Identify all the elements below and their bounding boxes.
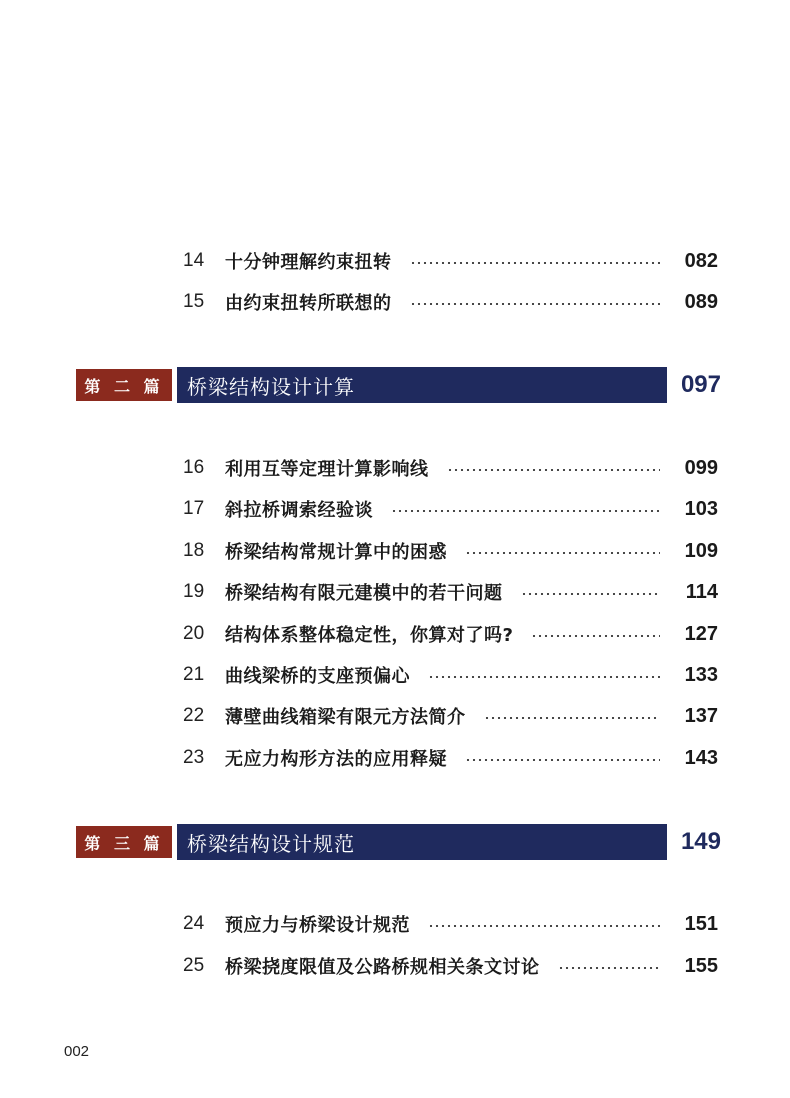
entry-page: 089 — [684, 290, 718, 313]
entry-title: 十分钟理解约束扭转 — [225, 252, 392, 273]
part-2-title: 桥梁结构设计计算 — [177, 367, 667, 403]
toc-entry-25[interactable] — [183, 951, 718, 981]
toc-entry-19[interactable] — [183, 577, 718, 607]
entry-page: 133 — [684, 663, 718, 686]
part-3-label: 第 三 篇 — [76, 826, 172, 858]
toc-entry-22[interactable] — [183, 701, 718, 731]
entry-page: 137 — [684, 704, 718, 727]
dot-leader — [465, 759, 660, 761]
toc-entry-17[interactable] — [183, 494, 718, 524]
toc-entry-20[interactable] — [183, 619, 718, 649]
entry-number: 22 — [183, 705, 205, 726]
entry-title: 薄壁曲线箱梁有限元方法简介 — [225, 707, 466, 728]
entry-page: 127 — [684, 622, 718, 645]
dot-leader — [428, 925, 660, 927]
toc-entry-18[interactable] — [183, 536, 718, 566]
entry-page: 143 — [684, 746, 718, 769]
part-2-header[interactable] — [76, 367, 721, 403]
dot-leader — [521, 593, 661, 595]
dot-leader — [531, 635, 660, 637]
entry-page: 109 — [684, 539, 718, 562]
entry-number: 14 — [183, 250, 205, 271]
toc-entry-21[interactable] — [183, 660, 718, 690]
entry-number: 24 — [183, 913, 205, 934]
dot-leader — [410, 262, 661, 264]
part-3-page: 149 — [680, 828, 721, 855]
entry-page: 114 — [685, 580, 718, 603]
entry-page: 155 — [684, 954, 718, 977]
entry-title: 斜拉桥调索经验谈 — [225, 500, 373, 521]
toc-entry-24[interactable] — [183, 909, 718, 939]
entry-title: 预应力与桥梁设计规范 — [225, 915, 410, 936]
part-3-title: 桥梁结构设计规范 — [177, 824, 667, 860]
entry-title: 无应力构形方法的应用释疑 — [225, 749, 447, 770]
entry-number: 20 — [183, 623, 205, 644]
entry-number: 23 — [183, 747, 205, 768]
toc-entry-14[interactable] — [183, 246, 718, 276]
part-2-page: 097 — [680, 371, 721, 398]
dot-leader — [391, 510, 660, 512]
entry-title: 曲线梁桥的支座预偏心 — [225, 666, 410, 687]
entry-page: 103 — [684, 497, 718, 520]
dot-leader — [484, 717, 661, 719]
part-3-header[interactable] — [76, 824, 721, 860]
entry-page: 151 — [684, 912, 718, 935]
page-number: 002 — [64, 1043, 90, 1060]
part-2-label: 第 二 篇 — [76, 369, 172, 401]
entry-number: 16 — [183, 457, 205, 478]
dot-leader — [558, 967, 661, 969]
entry-number: 15 — [183, 291, 205, 312]
toc-entry-15[interactable] — [183, 287, 718, 317]
dot-leader — [465, 552, 660, 554]
entry-title: 桥梁挠度限值及公路桥规相关条文讨论 — [225, 957, 540, 978]
entry-title: 结构体系整体稳定性，你算对了吗? — [225, 625, 514, 646]
entry-number: 21 — [183, 664, 205, 685]
entry-page: 082 — [684, 249, 718, 272]
toc-entry-23[interactable] — [183, 743, 718, 773]
entry-title: 利用互等定理计算影响线 — [225, 459, 429, 480]
dot-leader — [447, 469, 661, 471]
dot-leader — [428, 676, 660, 678]
entry-page: 099 — [684, 456, 718, 479]
entry-number: 25 — [183, 955, 205, 976]
entry-title: 桥梁结构常规计算中的困惑 — [225, 542, 447, 563]
entry-number: 19 — [183, 581, 205, 602]
entry-number: 17 — [183, 498, 205, 519]
entry-title: 桥梁结构有限元建模中的若干问题 — [225, 583, 503, 604]
dot-leader — [410, 303, 661, 305]
entry-number: 18 — [183, 540, 205, 561]
toc-entry-16[interactable] — [183, 453, 718, 483]
entry-title: 由约束扭转所联想的 — [225, 293, 392, 314]
